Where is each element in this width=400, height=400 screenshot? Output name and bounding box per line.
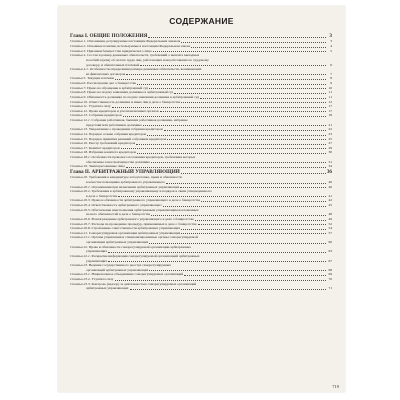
toc-page-number: 42 <box>328 198 332 203</box>
toc-page-number: 60 <box>328 240 332 245</box>
toc-leader-dots <box>181 102 326 103</box>
toc-article-number: Статья 20.8. <box>70 226 91 231</box>
toc-page-number: 11 <box>328 90 332 95</box>
toc-entry-text: Ответственность арбитражного управляющего <box>91 203 163 208</box>
toc-page-number: 22 <box>328 127 332 132</box>
toc-page-number: 10 <box>328 85 332 90</box>
toc-page-number: 67 <box>328 258 332 263</box>
toc-entry-text: арбитражных управляющих <box>86 286 129 291</box>
toc-article-number: Статья 16. <box>70 141 88 146</box>
toc-article-number: Статья 12. <box>70 108 88 113</box>
toc-leader-dots <box>151 162 326 163</box>
toc-entry-text: Текущие платежи <box>87 76 114 81</box>
toc-article-number: Статья 13. <box>70 113 88 118</box>
toc-leader-dots <box>143 125 326 126</box>
toc-leader-dots <box>130 289 327 290</box>
toc-entry-text: Утратила силу <box>91 277 114 282</box>
toc-leader-dots <box>112 107 326 108</box>
toc-leader-dots <box>126 74 326 75</box>
toc-entry-text: Особенности определения размера денежных обязательств, возникающих <box>89 67 202 72</box>
toc-article-number: Статья 3. <box>70 48 87 53</box>
toc-article-number: Статья 14. <box>70 131 88 136</box>
toc-article-number: Статья 23. <box>70 263 88 268</box>
toc-page-number: 40 <box>328 179 332 184</box>
toc-page-number: 17 <box>328 104 332 109</box>
toc-page-number: 8 <box>330 76 332 81</box>
toc-article-number: Статья 13. <box>70 127 88 132</box>
document-page <box>58 6 345 392</box>
toc-page-number: 5 <box>330 48 332 53</box>
toc-page-number: 9 <box>330 81 332 86</box>
table-of-contents <box>70 33 332 291</box>
toc-article-number: Статья 20.2. <box>70 189 91 194</box>
toc-page-number: 3 <box>329 33 332 39</box>
toc-article-number: Статья 23.3. <box>70 281 91 286</box>
toc-article-number: Статья 4. <box>70 53 87 58</box>
toc-entry-text: обеспечены залогом имущества должника <box>86 159 150 164</box>
toc-article-number: Статья 22.1. <box>70 253 91 258</box>
toc-page-number: 27 <box>328 141 332 146</box>
toc-leader-dots <box>167 139 326 140</box>
toc-leader-dots <box>195 220 326 221</box>
toc-entry-text: Избрание комитета кредиторов <box>88 150 137 155</box>
toc-leader-dots <box>151 215 326 216</box>
toc-page-number: 3 <box>330 39 332 44</box>
toc-article-number: Статья 11. <box>70 104 88 109</box>
toc-entry-text: Органы управления и специализированные органы саморегулируемой <box>91 235 198 240</box>
toc-entry-text: договору, и обязательных платежей <box>86 62 140 67</box>
toc-entry-text: Раскрытие информации саморегулируемой организацией арбитражных <box>91 253 200 258</box>
toc-entry-text: управляющих <box>86 249 108 254</box>
toc-page-number: 21 <box>328 122 332 127</box>
toc-page-number: 11 <box>328 94 332 99</box>
toc-leader-dots <box>149 270 326 271</box>
toc-page-number: 4 <box>330 44 332 49</box>
toc-leader-dots <box>181 42 326 43</box>
toc-article-number: Статья 9. <box>70 94 87 99</box>
toc-leader-dots <box>118 196 326 197</box>
toc-leader-dots <box>148 37 326 38</box>
toc-article-number: Статья 6. <box>70 81 87 86</box>
toc-entry-text: Требования к арбитражному управляющему и порядок в связи утверждения его <box>91 189 213 194</box>
toc-leader-dots <box>115 280 326 281</box>
toc-article-number: Статья 21. <box>70 230 88 235</box>
toc-leader-dots <box>147 135 326 136</box>
toc-page-number: 54 <box>328 226 332 231</box>
toc-page-number: 12 <box>328 99 332 104</box>
toc-entry-text: Права и обязанности саморегулируемой организации арбитражных <box>88 244 191 249</box>
toc-page-number: 52 <box>328 221 332 226</box>
toc-page-number: 48 <box>328 212 332 217</box>
toc-entry-text: Обязанность должника по подаче заявления должника в арбитражный суд <box>87 94 200 99</box>
toc-page-number: 31 <box>328 159 332 164</box>
toc-leader-dots <box>149 88 326 89</box>
toc-leader-dots <box>174 93 326 94</box>
page-title: СОДЕРЖАНИЕ <box>169 16 234 26</box>
toc-page-number: 6 <box>330 62 332 67</box>
toc-entry-text: Ограничения при назначении арбитражных управляющих <box>91 184 180 189</box>
toc-entry-text: Рассмотрение дел о банкротстве <box>87 81 137 86</box>
toc-entry-text: Особенности правового положения кредиторов, требования которых <box>91 155 196 160</box>
toc-entry-text: Основные понятия, используемые в настоящем Федеральном законе <box>87 44 191 49</box>
toc-entry-text: Национальное объединение саморегулируемых организаций <box>91 272 184 277</box>
toc-entry-text: Признаки банкротства юридического лица <box>87 48 152 53</box>
toc-page-number: 34 <box>328 164 332 169</box>
toc-article-number: Статья 12.1. <box>70 118 91 123</box>
toc-entry-text: управляющих <box>86 258 108 263</box>
toc-entry-text: Утратила силу <box>88 104 111 109</box>
toc-leader-dots <box>166 183 326 184</box>
toc-entry-text: из финансовых договоров <box>86 71 126 76</box>
toc-entry-text: Обеспечение неисполнения арбитражным управляющим возложенных <box>91 207 199 212</box>
toc-entry-text: в деле о банкротстве <box>86 193 118 198</box>
toc-leader-dots <box>163 206 326 207</box>
toc-article-number: Статья 7. <box>70 85 87 90</box>
toc-article-number: Статья 18. <box>70 150 88 155</box>
toc-entry-text: пособий и (или) об оплате труда лиц, работающих или работавших по трудовому <box>86 57 209 62</box>
toc-article-number: Статья 20.6. <box>70 216 91 221</box>
toc-page-number: 40 <box>328 184 332 189</box>
toc-entry-text: Глава II. АРБИТРАЖНЫЙ УПРАВЛЯЮЩИЙ <box>70 168 180 175</box>
toc-page-number: 57 <box>328 230 332 235</box>
toc-page-number: 69 <box>328 272 332 277</box>
toc-entry-text: Собрание работников, бывших работников должника, избрание <box>91 118 188 123</box>
toc-leader-dots <box>123 116 326 117</box>
toc-entry-continuation <box>70 286 332 291</box>
toc-entry-text: Комитет кредиторов <box>88 145 120 150</box>
toc-article-number: Статья 23.2. <box>70 277 91 282</box>
toc-leader-dots <box>180 187 326 188</box>
toc-entry-text: организаций арбитражных управляющих <box>86 267 149 272</box>
toc-entry-text: Страхование ответственности арбитражных управляющих <box>91 226 181 231</box>
toc-leader-dots <box>108 252 326 253</box>
toc-entry-text: Права и обязанности арбитражного управляющего в деле о банкротстве <box>91 198 201 203</box>
toc-leader-dots <box>137 84 326 85</box>
toc-leader-dots <box>181 233 326 234</box>
toc-article-number: Статья 20.4. <box>70 203 91 208</box>
toc-leader-dots <box>108 261 326 262</box>
toc-leader-dots <box>198 224 326 225</box>
toc-entry-text: Право на подачу заявления должника в арбитражный суд <box>87 90 174 95</box>
toc-page-number: 30 <box>328 150 332 155</box>
toc-page-number: 23 <box>328 131 332 136</box>
toc-entry-text: Ведение государственного реестра саморегулируемых <box>88 263 171 268</box>
toc-leader-dots <box>181 173 326 174</box>
toc-page-number: 41 <box>328 193 332 198</box>
toc-article-number: Статья 2. <box>70 44 87 49</box>
toc-entry-text: Саморегулируемая организация арбитражных управляющих <box>88 230 181 235</box>
toc-article-number: Статья 15. <box>70 136 88 141</box>
toc-page-number: 70 <box>328 277 332 282</box>
toc-article-number: Статья 17. <box>70 145 88 150</box>
toc-page-number: 18 <box>328 113 332 118</box>
toc-page-number: 29 <box>328 145 332 150</box>
toc-page-number: 63 <box>328 249 332 254</box>
toc-page-number: 17 <box>328 108 332 113</box>
toc-entry-text: организации арбитражных управляющих <box>86 240 149 245</box>
toc-page-number: 36 <box>326 168 332 175</box>
toc-article-number: Статья 20.7. <box>70 221 91 226</box>
toc-entry-text: Собрание кредиторов <box>88 113 122 118</box>
toc-entry-text: представителя работников должника <box>86 122 142 127</box>
toc-article-number: Статья 21.1. <box>70 235 91 240</box>
toc-article-number: Статья 1. <box>70 39 87 44</box>
toc-entry-text: Ответственность должника и иных лиц в деле о банкротстве <box>88 99 181 104</box>
toc-page-number: 49 <box>328 216 332 221</box>
toc-article-number: Статья 20. <box>70 175 88 180</box>
toc-leader-dots <box>164 130 326 131</box>
toc-entry-text: Заинтересованные лица <box>88 164 125 169</box>
toc-article-number: Статья 20.1. <box>70 184 91 189</box>
toc-entry-text: Порядок созыва собрания кредиторов <box>88 131 147 136</box>
toc-article-number: Статья 8. <box>70 90 87 95</box>
toc-entry-text: Требования к кандидатуре и подготовка, права и обязанности <box>88 175 182 180</box>
toc-leader-dots <box>201 201 326 202</box>
toc-page-number: 68 <box>328 267 332 272</box>
toc-entry-text: на него обязанностей в деле о банкротстве <box>86 212 151 217</box>
toc-entry-text: Реестр требований кредиторов <box>88 141 136 146</box>
toc-entry-text: Вознаграждение арбитражного управляющего в деле о банкротстве <box>91 216 194 221</box>
toc-leader-dots <box>140 65 326 66</box>
toc-leader-dots <box>137 153 326 154</box>
toc-leader-dots <box>184 275 326 276</box>
toc-article-number: Статья 22. <box>70 244 88 249</box>
toc-leader-dots <box>153 51 326 52</box>
toc-entry-text: Право на обращение в арбитражный суд <box>87 85 149 90</box>
toc-leader-dots <box>136 144 326 145</box>
toc-leader-dots <box>191 47 326 48</box>
toc-entry-text: Состав и размер денежных обязательств, требований о выплате выходных <box>87 53 200 58</box>
toc-entry-text: Контроль (надзор) за деятельностью саморегулируемых организаций <box>91 281 197 286</box>
toc-leader-dots <box>121 148 326 149</box>
toc-article-number: Статья 4.1. <box>70 67 89 72</box>
toc-article-number: Статья 23.1. <box>70 272 91 277</box>
toc-page-number: 45 <box>328 203 332 208</box>
toc-leader-dots <box>181 229 326 230</box>
toc-article-number: Статья 5. <box>70 76 87 81</box>
toc-leader-dots <box>149 243 326 244</box>
toc-entry-text: Отношения, регулируемые настоящим Федеральным законом <box>87 39 181 44</box>
toc-article-number: Статья 18.1. <box>70 155 91 160</box>
toc-article-number: Статья 20.3. <box>70 198 91 203</box>
toc-leader-dots <box>200 98 326 99</box>
page-number: 719 <box>332 384 339 389</box>
toc-leader-dots <box>126 167 326 168</box>
toc-entry-text: Порядок принятия решений собранием кредиторов <box>88 136 167 141</box>
toc-entry-text: в качестве помощника арбитражного управляющего <box>86 179 165 184</box>
toc-entry-text: Глава I. ОБЩИЕ ПОЛОЖЕНИЯ <box>70 33 148 39</box>
toc-entry-text: Расходы на проведение процедур, применяемых в деле о банкротстве <box>91 221 197 226</box>
toc-leader-dots <box>160 111 326 112</box>
toc-page-number: 25 <box>328 136 332 141</box>
toc-entry-text: Права кредиторов и уполномоченных органов <box>88 108 159 113</box>
toc-page-number: 7 <box>330 71 332 76</box>
toc-article-number: Статья 10. <box>70 99 88 104</box>
toc-article-number: Статья 20.5. <box>70 207 91 212</box>
toc-leader-dots <box>115 79 326 80</box>
toc-article-number: Статья 19. <box>70 164 88 169</box>
toc-page-number: 71 <box>328 286 332 291</box>
toc-entry-text: Уведомление о проведении собрания кредиторов <box>88 127 163 132</box>
